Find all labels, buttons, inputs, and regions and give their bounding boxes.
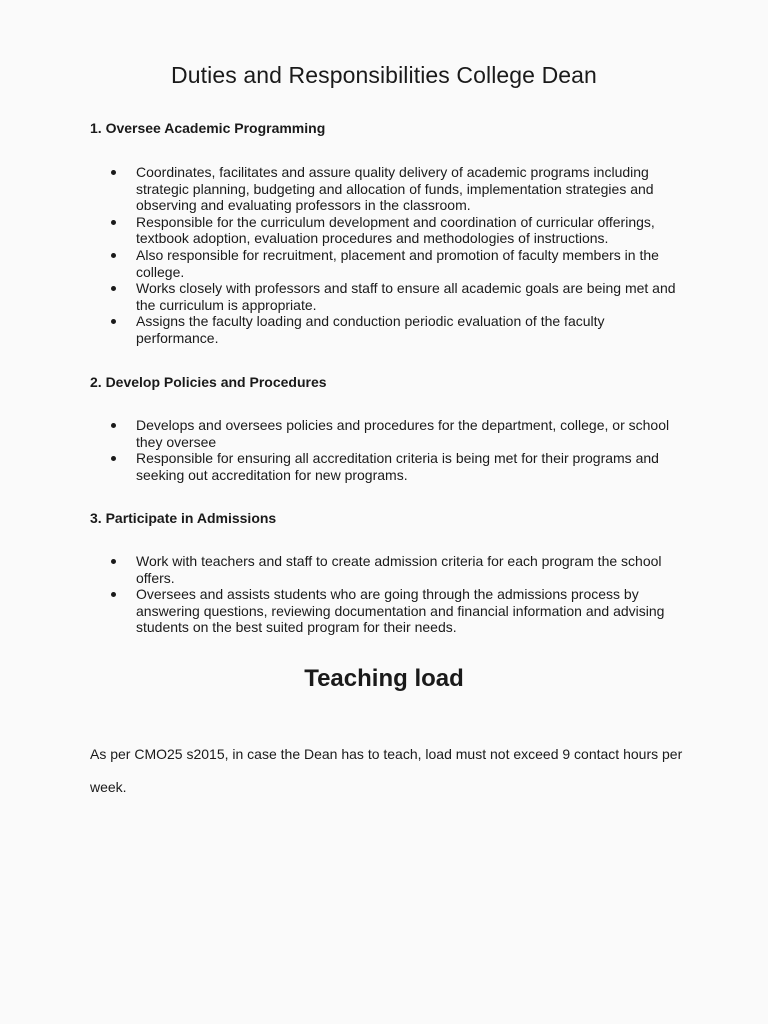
teaching-load-paragraph: As per CMO25 s2015, in case the Dean has to teach, load must not exceed 9 contact hours per week. bbox=[90, 746, 683, 795]
bullet-icon bbox=[111, 253, 116, 258]
section-heading-participate-in-admissions: 3. Participate in Admissions bbox=[90, 510, 277, 526]
bullet-icon bbox=[111, 423, 116, 428]
list-item bbox=[136, 586, 681, 636]
section-heading-develop-policies: 2. Develop Policies and Procedures bbox=[90, 374, 327, 390]
list-item-text: Work with teachers and staff to create admission criteria for each program the school offers. bbox=[136, 553, 662, 586]
bullet-icon bbox=[111, 286, 116, 291]
section-list-participate-in-admissions bbox=[136, 553, 681, 636]
list-item bbox=[136, 247, 681, 280]
document-title: Duties and Responsibilities College Dean bbox=[171, 62, 597, 88]
list-item bbox=[136, 313, 681, 346]
list-item bbox=[136, 164, 681, 214]
list-item bbox=[136, 214, 681, 247]
list-item bbox=[136, 553, 681, 586]
bullet-icon bbox=[111, 456, 116, 461]
list-item-text: Works closely with professors and staff to ensure all academic goals are being met and the curriculum is appropriate. bbox=[136, 280, 676, 313]
list-item-text: Also responsible for recruitment, placement and promotion of faculty members in the college. bbox=[136, 246, 659, 280]
list-item-text: Responsible for ensuring all accreditation criteria is being met for their programs and seeking out accreditation for new programs. bbox=[136, 450, 659, 483]
bullet-icon bbox=[111, 559, 116, 564]
list-item-text: Oversees and assists students who are going through the admissions process by answering questions, reviewing documentation and financial information and advising students on the best suited program for their needs. bbox=[136, 586, 665, 636]
list-item-text: Responsible for the curriculum development and coordination of curricular offerings, textbook adoption, evaluation procedures and methodologies of instructions. bbox=[136, 213, 655, 247]
bullet-icon bbox=[111, 319, 116, 324]
list-item bbox=[136, 417, 681, 450]
list-item-text: Coordinates, facilitates and assure quality delivery of academic programs including strategic planning, budgeting and allocation of funds, implementation strategies and observing and evaluating professors in the classroom. bbox=[136, 164, 654, 214]
section-heading-oversee-academic-programming: 1. Oversee Academic Programming bbox=[90, 120, 326, 136]
bullet-icon bbox=[111, 592, 116, 597]
bullet-icon bbox=[111, 220, 116, 225]
section-list-develop-policies bbox=[136, 417, 681, 483]
list-item-text: Develops and oversees policies and procedures for the department, college, or school they oversee bbox=[136, 417, 670, 450]
teaching-load-heading: Teaching load bbox=[304, 665, 464, 692]
list-item bbox=[136, 280, 681, 313]
section-list-oversee-academic-programming bbox=[136, 164, 681, 347]
list-item bbox=[136, 450, 681, 483]
list-item-text: Assigns the faculty loading and conduction periodic evaluation of the faculty performance. bbox=[136, 313, 605, 346]
bullet-icon bbox=[111, 170, 116, 175]
